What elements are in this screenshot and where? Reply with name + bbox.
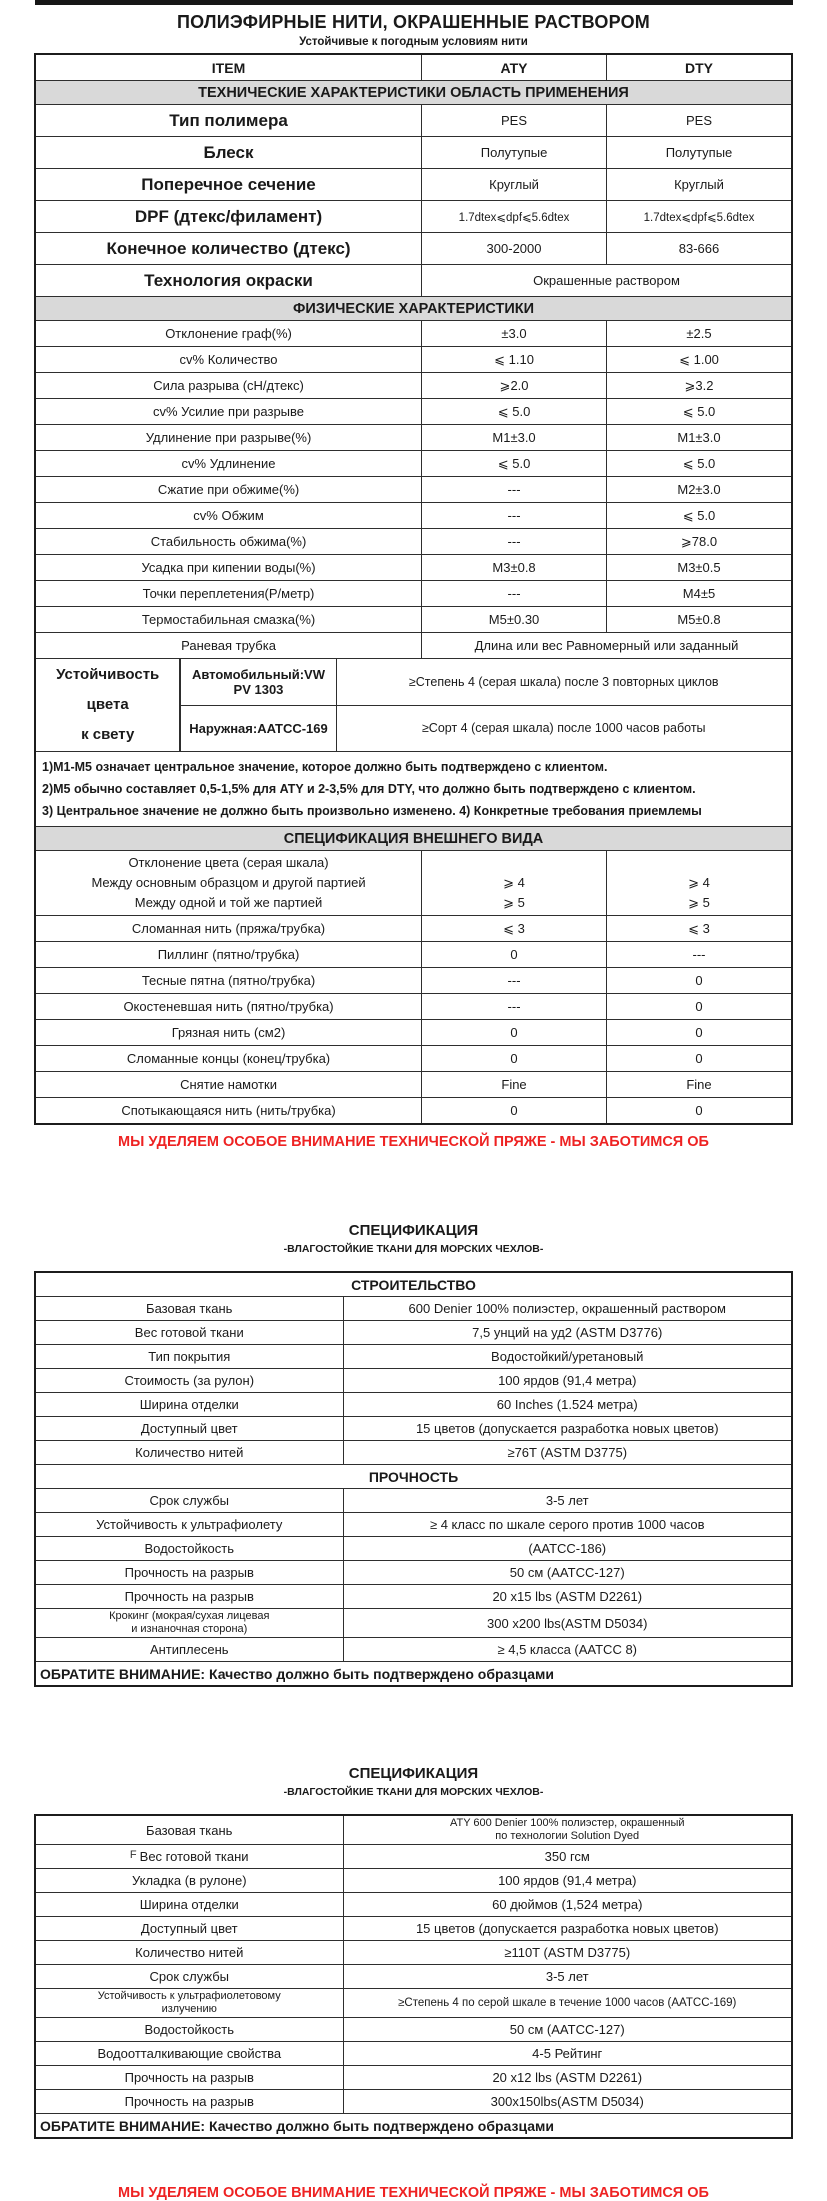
table-cell: 15 цветов (допускается разработка новых цветов) xyxy=(343,1917,791,1940)
table-cell: M3±0.8 xyxy=(421,555,606,580)
table-cell: cv% Усилие при разрыве xyxy=(153,404,305,419)
table-cell: --- xyxy=(421,529,606,554)
table-cell: M2±3.0 xyxy=(606,477,791,502)
table-row xyxy=(36,2065,791,2089)
table-row xyxy=(36,1344,791,1368)
table-row xyxy=(36,136,791,168)
table-cell: ⩽ 3 xyxy=(606,916,791,941)
table-cell: 0 xyxy=(606,1098,791,1123)
marine-fabric-spec-block-2 xyxy=(0,1765,827,2139)
table-cell: --- xyxy=(421,968,606,993)
table-cell: 0 xyxy=(606,968,791,993)
table-cell: ⩽ 1.10 xyxy=(421,347,606,372)
table-cell: 1)M1-M5 означает центральное значение, которое должно быть подтверждено с клиентом. 2)M5 обычно составляет 0,5-1,5% для ATY и 2-3,5% для DTY, что должно быть подтверждено с клиентом. 3) Центральное значение не должно быть произвольно изменено. 4) Конкретные требования приемлемы xyxy=(42,760,702,818)
table-cell: 15 цветов (допускается разработка новых цветов) xyxy=(343,1417,791,1440)
table-cell: M3±0.5 xyxy=(606,555,791,580)
table-row xyxy=(36,1464,791,1488)
table-cell: Ширина отделки xyxy=(139,1897,239,1912)
spec-title-1: СПЕЦИФИКАЦИЯ xyxy=(348,1222,479,1239)
table-row xyxy=(36,1045,791,1071)
table-row xyxy=(36,1844,791,1868)
table-cell: PES xyxy=(606,105,791,136)
table-cell: Длина или вес Равномерный или заданный xyxy=(421,633,791,658)
table-cell: Спотыкающаяся нить (нить/трубка) xyxy=(121,1103,336,1118)
table-cell: Полутупые xyxy=(606,137,791,168)
table-row xyxy=(36,1988,791,2017)
table-cell: ⩾ 4 ⩾ 5 xyxy=(421,851,606,915)
table-cell: ⩽ 5.0 xyxy=(421,451,606,476)
table-cell: Тип полимера xyxy=(169,110,288,130)
table-cell: ⩽ 3 xyxy=(421,916,606,941)
table-cell: Стоимость (за рулон) xyxy=(124,1373,255,1388)
table-row xyxy=(36,850,791,915)
table-cell: Сломанная нить (пряжа/трубка) xyxy=(131,921,326,936)
table-cell: 0 xyxy=(606,994,791,1019)
table-cell: 300 x200 lbs(ASTM D5034) xyxy=(343,1609,791,1637)
table-cell: Водостойкость xyxy=(144,2022,235,2037)
table-row xyxy=(36,1392,791,1416)
table-row xyxy=(36,751,791,826)
table-cell: Грязная нить (см2) xyxy=(171,1025,286,1040)
table-row xyxy=(36,993,791,1019)
table-cell: DTY xyxy=(606,55,791,80)
table-cell: ≥110T (ASTM D3775) xyxy=(343,1941,791,1964)
table-row xyxy=(36,606,791,632)
table-cell: Доступный цвет xyxy=(140,1421,238,1436)
table-row xyxy=(36,1097,791,1123)
red-attention-note-bottom: МЫ УДЕЛЯЕМ ОСОБОЕ ВНИМАНИЕ ТЕХНИЧЕСКОЙ ПРЯЖЕ - МЫ ЗАБОТИМСЯ ОБ xyxy=(118,2185,709,2201)
table-cell: 20 x15 lbs (ASTM D2261) xyxy=(343,1585,791,1608)
table-cell: 83-666 xyxy=(606,233,791,264)
table-cell: ⩾ 4 ⩾ 5 xyxy=(606,851,791,915)
table-cell: ≥ 4,5 класса (AATCC 8) xyxy=(343,1638,791,1661)
table-cell: 0 xyxy=(606,1020,791,1045)
table-row xyxy=(36,1512,791,1536)
top-black-bar xyxy=(35,0,793,5)
table-cell: Круглый xyxy=(421,169,606,200)
table-cell: ≥Сорт 4 (серая шкала) после 1000 часов работы xyxy=(336,706,791,752)
table-row xyxy=(36,1368,791,1392)
table-row xyxy=(36,580,791,606)
table-row xyxy=(36,1892,791,1916)
table-cell: M5±0.30 xyxy=(421,607,606,632)
table-cell: ±2.5 xyxy=(606,321,791,346)
fabric-spec-table-2 xyxy=(34,1814,793,2139)
table-cell: СПЕЦИФИКАЦИЯ ВНЕШНЕГО ВИДА xyxy=(36,827,791,850)
table-cell: Сломанные концы (конец/трубка) xyxy=(126,1051,331,1066)
table-cell: 1.7dtex⩽dpf⩽5.6dtex xyxy=(606,201,791,232)
table-cell: СТРОИТЕЛЬСТВО xyxy=(351,1276,476,1293)
table-cell: M1±3.0 xyxy=(606,425,791,450)
table-row xyxy=(36,1916,791,1940)
table-cell: 3-5 лет xyxy=(343,1489,791,1512)
table-cell: Пиллинг (пятно/трубка) xyxy=(157,947,300,962)
table-cell: 0 xyxy=(606,1046,791,1071)
table-cell: Fine xyxy=(606,1072,791,1097)
table-cell: Устойчивость цвета к свету xyxy=(56,666,160,743)
fabric-spec-table-1 xyxy=(34,1271,793,1687)
table-cell: Прочность на разрыв xyxy=(124,1589,254,1604)
table-cell: 3-5 лет xyxy=(343,1965,791,1988)
table-row xyxy=(36,398,791,424)
table-cell: Поперечное сечение xyxy=(141,174,316,194)
table-cell: Количество нитей xyxy=(135,1445,244,1460)
table-cell: Водостойкость xyxy=(144,1541,235,1556)
table-cell: 1.7dtex⩽dpf⩽5.6dtex xyxy=(421,201,606,232)
table-cell: ATY xyxy=(421,55,606,80)
table-cell: 60 дюймов (1,524 метра) xyxy=(343,1893,791,1916)
table-cell: Блеск xyxy=(203,142,254,162)
table-cell: 0 xyxy=(421,1020,606,1045)
table-row xyxy=(36,1320,791,1344)
table-row xyxy=(36,1868,791,1892)
table-cell: Антиплесень xyxy=(149,1642,229,1657)
table-row xyxy=(36,168,791,200)
table-row xyxy=(36,1019,791,1045)
table-cell: Ширина отделки xyxy=(139,1397,239,1412)
table-row xyxy=(36,232,791,264)
table-cell: Срок службы xyxy=(149,1493,230,1508)
table-cell: ≥76T (ASTM D3775) xyxy=(343,1441,791,1464)
table-cell: Тесные пятна (пятно/трубка) xyxy=(141,973,316,988)
table-cell: --- xyxy=(421,503,606,528)
table-cell: Водостойкий/уретановый xyxy=(343,1345,791,1368)
table-row xyxy=(36,2113,791,2137)
table-row xyxy=(36,200,791,232)
table-row xyxy=(36,528,791,554)
table-cell: 600 Denier 100% полиэстер, окрашенный раствором xyxy=(343,1297,791,1320)
table-cell: Количество нитей xyxy=(135,1945,244,1960)
table-cell: 0 xyxy=(421,942,606,967)
table-row xyxy=(36,1816,791,1844)
table-cell: Окостеневшая нить (пятно/трубка) xyxy=(123,999,334,1014)
table-row xyxy=(36,1964,791,1988)
table-cell: 20 x12 lbs (ASTM D2261) xyxy=(343,2066,791,2089)
table-cell: Конечное количество (дтекс) xyxy=(106,238,351,258)
table-row xyxy=(36,1440,791,1464)
table-cell: Сила разрыва (cH/дтекс) xyxy=(153,378,304,393)
table-cell: Срок службы xyxy=(149,1969,230,1984)
table-row xyxy=(36,320,791,346)
table-row xyxy=(36,2089,791,2113)
table-cell: ≥Степень 4 по серой шкале в течение 1000 часов (AATCC-169) xyxy=(343,1989,791,2017)
yarn-spec-table xyxy=(34,53,793,1125)
table-row xyxy=(36,80,791,104)
table-cell: ATY 600 Denier 100% полиэстер, окрашенный по технологии Solution Dyed xyxy=(343,1816,791,1844)
table-row xyxy=(36,1273,791,1296)
table-cell: Вес готовой ткани xyxy=(134,1325,244,1340)
table-cell: 300x150lbs(ASTM D5034) xyxy=(343,2090,791,2113)
marine-fabric-spec-block-1 xyxy=(0,1222,827,1687)
table-row xyxy=(36,1296,791,1320)
table-cell: ⩽ 5.0 xyxy=(606,503,791,528)
table-row xyxy=(36,476,791,502)
table-cell: Точки переплетения(Р/метр) xyxy=(142,586,315,601)
table-cell: 100 ярдов (91,4 метра) xyxy=(343,1869,791,1892)
table-cell: 50 см (AATCC-127) xyxy=(343,2018,791,2041)
table-cell: Сжатие при обжиме(%) xyxy=(157,482,300,497)
table-row xyxy=(36,554,791,580)
table-cell: ≥ 4 класс по шкале серого против 1000 часов xyxy=(343,1513,791,1536)
table-row xyxy=(36,1071,791,1097)
table-cell: Снятие намотки xyxy=(180,1077,277,1092)
table-subrow xyxy=(180,659,791,705)
table-cell: Усадка при кипении воды(%) xyxy=(141,560,316,575)
table-cell: ТЕХНИЧЕСКИЕ ХАРАКТЕРИСТИКИ ОБЛАСТЬ ПРИМЕНЕНИЯ xyxy=(36,81,791,104)
table-cell: --- xyxy=(421,477,606,502)
table-row xyxy=(36,264,791,296)
table-cell: 7,5 унций на уд2 (ASTM D3776) xyxy=(343,1321,791,1344)
table-cell: F Вес готовой ткани xyxy=(129,1848,249,1864)
table-cell: 350 гсм xyxy=(343,1845,791,1868)
table-cell: M4±5 xyxy=(606,581,791,606)
table-subrow xyxy=(180,705,791,752)
table-cell: ⩾2.0 xyxy=(421,373,606,398)
table-cell: Технология окраски xyxy=(144,270,313,290)
table-cell: 60 Inches (1.524 метра) xyxy=(343,1393,791,1416)
table-cell: Отклонение граф(%) xyxy=(165,326,292,341)
table-cell: Раневая трубка xyxy=(181,638,276,653)
table-row xyxy=(36,2017,791,2041)
table-cell: ОБРАТИТЕ ВНИМАНИЕ: Качество должно быть подтверждено образцами xyxy=(40,1665,554,1682)
table-cell: Круглый xyxy=(606,169,791,200)
table-row xyxy=(36,1536,791,1560)
table-cell: ⩾78.0 xyxy=(606,529,791,554)
table-cell: Базовая ткань xyxy=(146,1822,233,1838)
table-row xyxy=(36,502,791,528)
page-title: ПОЛИЭФИРНЫЕ НИТИ, ОКРАШЕННЫЕ РАСТВОРОМ xyxy=(177,12,650,32)
table-cell: ⩽ 1.00 xyxy=(606,347,791,372)
table-cell: Базовая ткань xyxy=(146,1301,233,1316)
table-row xyxy=(36,826,791,850)
table-cell: Тип покрытия xyxy=(148,1349,231,1364)
table-cell: ⩽ 5.0 xyxy=(606,451,791,476)
table-cell: 0 xyxy=(421,1046,606,1071)
table-cell: cv% Удлинение xyxy=(181,456,276,471)
table-row xyxy=(36,1584,791,1608)
table-cell: --- xyxy=(606,942,791,967)
table-cell: 0 xyxy=(421,1098,606,1123)
red-attention-note: МЫ УДЕЛЯЕМ ОСОБОЕ ВНИМАНИЕ ТЕХНИЧЕСКОЙ ПРЯЖЕ - МЫ ЗАБОТИМСЯ ОБ xyxy=(118,1134,709,1150)
table-row xyxy=(36,1608,791,1637)
table-cell: Наружная:AATCC-169 xyxy=(180,706,335,752)
table-cell: Fine xyxy=(421,1072,606,1097)
table-cell: cv% Количество xyxy=(179,352,278,367)
table-row xyxy=(36,1637,791,1661)
table-cell: DPF (дтекс/филамент) xyxy=(134,206,323,226)
table-cell: Прочность на разрыв xyxy=(124,1565,254,1580)
table-row xyxy=(36,967,791,993)
table-row xyxy=(36,658,791,751)
spec-subtitle-1: -ВЛАГОСТОЙКИЕ ТКАНИ ДЛЯ МОРСКИХ ЧЕХЛОВ- xyxy=(283,1243,544,1255)
table-cell: Устойчивость к ультрафиолетовому излучению xyxy=(97,1990,281,2015)
table-cell: ⩾3.2 xyxy=(606,373,791,398)
table-cell: --- xyxy=(421,581,606,606)
table-cell: Устойчивость к ультрафиолету xyxy=(96,1517,283,1532)
table-cell: PES xyxy=(421,105,606,136)
table-cell: M5±0.8 xyxy=(606,607,791,632)
table-row xyxy=(36,1416,791,1440)
table-cell: Окрашенные раствором xyxy=(421,265,791,296)
table-cell: ⩽ 5.0 xyxy=(421,399,606,424)
table-cell: Отклонение цвета (серая шкала) Между основным образцом и другой партией Между одной и той же партией xyxy=(91,855,366,910)
table-cell: Прочность на разрыв xyxy=(124,2094,254,2109)
table-cell: Прочность на разрыв xyxy=(124,2070,254,2085)
table-row xyxy=(36,2041,791,2065)
table-row xyxy=(36,941,791,967)
table-row xyxy=(36,55,791,80)
table-cell: cv% Обжим xyxy=(193,508,264,523)
table-cell: Автомобильный:VW PV 1303 xyxy=(180,659,335,705)
table-row xyxy=(36,424,791,450)
table-row xyxy=(36,296,791,320)
spec-title-2: СПЕЦИФИКАЦИЯ xyxy=(348,1765,479,1782)
table-cell: 50 см (AATCC-127) xyxy=(343,1561,791,1584)
table-cell: ПРОЧНОСТЬ xyxy=(368,1468,459,1485)
table-row xyxy=(36,104,791,136)
table-cell: Полутупые xyxy=(421,137,606,168)
table-row xyxy=(36,1661,791,1685)
table-cell: ⩽ 5.0 xyxy=(606,399,791,424)
table-cell: ≥Степень 4 (серая шкала) после 3 повторных циклов xyxy=(336,659,791,705)
table-cell: Удлинение при разрыве(%) xyxy=(145,430,312,445)
table-row xyxy=(36,1940,791,1964)
table-cell: Термостабильная смазка(%) xyxy=(141,612,316,627)
table-cell: ±3.0 xyxy=(421,321,606,346)
table-cell: 100 ярдов (91,4 метра) xyxy=(343,1369,791,1392)
table-cell: ОБРАТИТЕ ВНИМАНИЕ: Качество должно быть подтверждено образцами xyxy=(40,2117,554,2134)
table-cell: Стабильность обжима(%) xyxy=(150,534,307,549)
table-row xyxy=(36,372,791,398)
table-row xyxy=(36,915,791,941)
table-cell: Крокинг (мокрая/сухая лицевая и изнаночная сторона) xyxy=(109,1610,270,1635)
table-cell: Водоотталкивающие свойства xyxy=(97,2046,282,2061)
table-cell xyxy=(179,659,791,751)
table-cell: (AATCC-186) xyxy=(343,1537,791,1560)
table-cell: ФИЗИЧЕСКИЕ ХАРАКТЕРИСТИКИ xyxy=(36,297,791,320)
table-row xyxy=(36,632,791,658)
table-cell: M1±3.0 xyxy=(421,425,606,450)
table-cell: --- xyxy=(421,994,606,1019)
table-cell: Доступный цвет xyxy=(140,1921,238,1936)
table-cell: Укладка (в рулоне) xyxy=(131,1873,247,1888)
table-cell: 4-5 Рейтинг xyxy=(343,2042,791,2065)
table-cell: 300-2000 xyxy=(421,233,606,264)
table-cell: ITEM xyxy=(211,59,246,76)
table-row xyxy=(36,1488,791,1512)
page-subtitle: Устойчивые к погодным условиям нити xyxy=(299,36,528,48)
table-row xyxy=(36,1560,791,1584)
spec-subtitle-2: -ВЛАГОСТОЙКИЕ ТКАНИ ДЛЯ МОРСКИХ ЧЕХЛОВ- xyxy=(283,1786,544,1798)
table-row xyxy=(36,346,791,372)
table-row xyxy=(36,450,791,476)
